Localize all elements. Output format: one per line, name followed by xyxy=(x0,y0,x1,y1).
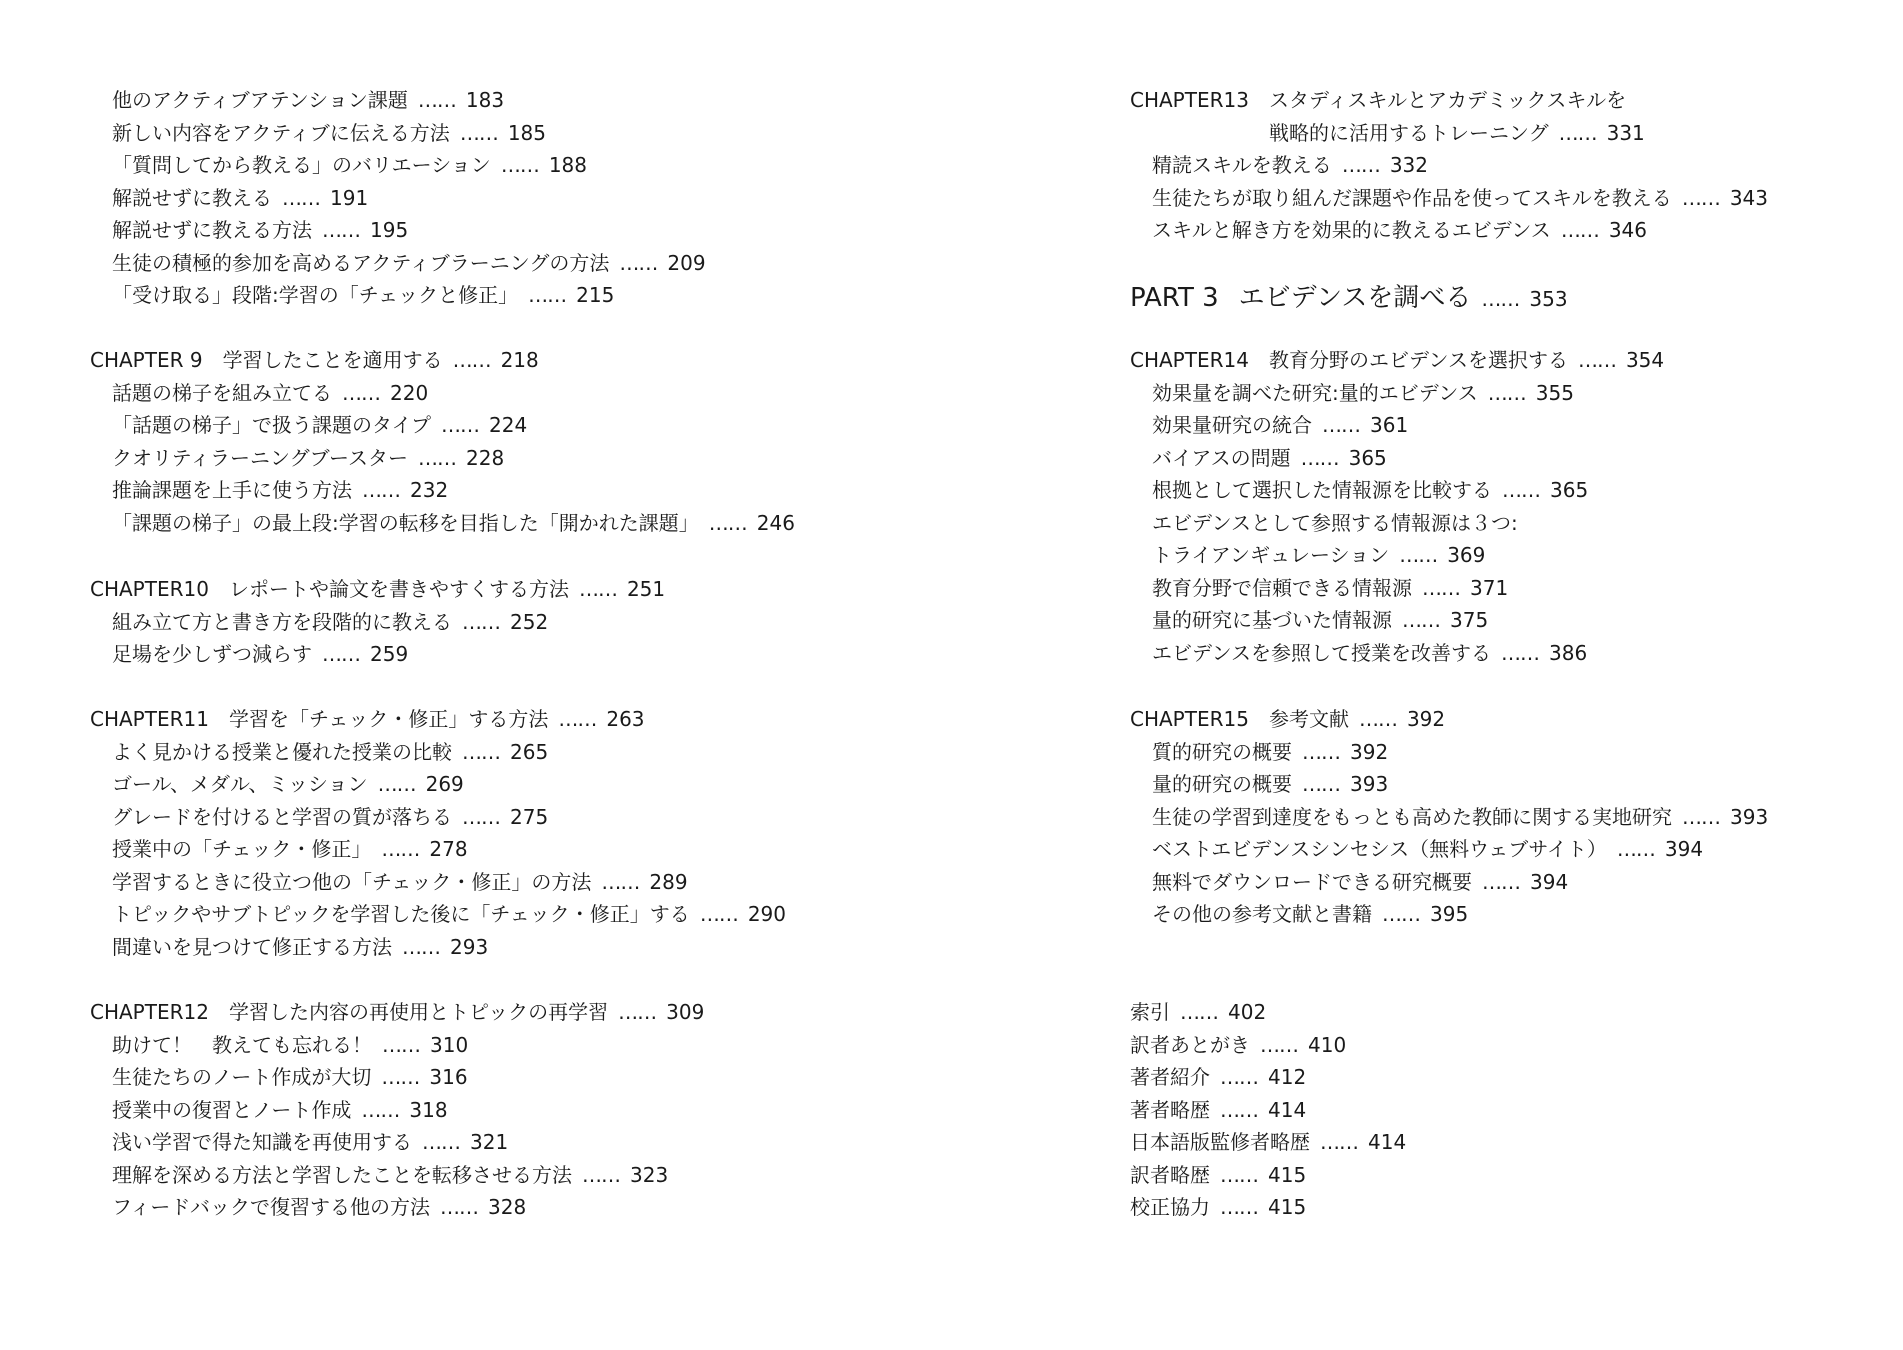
chapter-heading: CHAPTER 9 学習したことを適用する …… 218 xyxy=(90,348,539,372)
toc-item: 組み立て方と書き方を段階的に教える …… 252 xyxy=(112,609,549,634)
toc-item: 間違いを見つけて修正する方法 …… 293 xyxy=(112,934,489,959)
toc-item: 訳者あとがき …… 410 xyxy=(1130,1032,1347,1057)
toc-back-matter xyxy=(1040,996,1406,1224)
toc-item: 推論課題を上手に使う方法 …… 232 xyxy=(112,478,449,502)
toc-item: その他の参考文献と書籍 …… 395 xyxy=(1152,902,1469,926)
chapter-heading-continued: 戦略的に活用するトレーニング …… 331 xyxy=(1269,120,1645,145)
toc-item: 生徒たちのノート作成が大切 …… 316 xyxy=(112,1065,468,1089)
toc-chapter-13 xyxy=(1040,84,1768,247)
chapter-heading: CHAPTER14 教育分野のエビデンスを選択する …… 354 xyxy=(1130,348,1665,372)
toc-item: 授業中の復習とノート作成 …… 318 xyxy=(112,1097,448,1122)
toc-item: 量的研究に基づいた情報源 …… 375 xyxy=(1152,608,1489,632)
toc-item: 解説せずに教える …… 191 xyxy=(112,185,369,210)
toc-chapter-10 xyxy=(0,573,665,671)
toc-item: 浅い学習で得た知識を再使用する …… 321 xyxy=(112,1130,509,1154)
toc-item: 効果量研究の統合 …… 361 xyxy=(1152,413,1409,437)
toc-item: 理解を深める方法と学習したことを転移させる方法 …… 323 xyxy=(112,1162,669,1187)
toc-item: 日本語版監修者略歴 …… 414 xyxy=(1130,1130,1407,1154)
toc-item: 「質問してから教える」のバリエーション …… 188 xyxy=(112,153,587,177)
toc-chapter-11 xyxy=(0,703,786,963)
chapter-heading: CHAPTER11 学習を「チェック・修正」する方法 …… 263 xyxy=(90,707,645,731)
toc-item: 授業中の「チェック・修正」 …… 278 xyxy=(112,837,468,861)
toc-item: 学習するときに役立つ他の「チェック・修正」の方法 …… 289 xyxy=(112,869,688,894)
chapter-heading: CHAPTER10 レポートや論文を書きやすくする方法 …… 251 xyxy=(90,577,666,601)
toc-item: 助けて！ 教えても忘れる！ …… 310 xyxy=(112,1032,469,1057)
toc-item: 精読スキルを教える …… 332 xyxy=(1152,153,1428,177)
toc-item: 足場を少しずつ減らす …… 259 xyxy=(112,642,409,666)
toc-item: エビデンスを参照して授業を改善する …… 386 xyxy=(1152,640,1588,665)
toc-item: クオリティラーニングブースター …… 228 xyxy=(112,445,505,470)
toc-item: スキルと解き方を効果的に教えるエビデンス …… 346 xyxy=(1152,218,1647,242)
toc-chapter-12 xyxy=(0,996,704,1224)
toc-item: よく見かける授業と優れた授業の比較 …… 265 xyxy=(112,739,549,764)
toc-item: フィードバックで復習する他の方法 …… 328 xyxy=(112,1195,527,1219)
toc-item: 教育分野で信頼できる情報源 …… 371 xyxy=(1152,575,1509,600)
toc-item: トピックやサブトピックを学習した後に「チェック・修正」する …… 290 xyxy=(112,902,786,926)
toc-item: グレードを付けると学習の質が落ちる …… 275 xyxy=(112,804,549,829)
toc-item: 生徒の学習到達度をもっとも高めた教師に関する実地研究 …… 393 xyxy=(1152,804,1769,829)
toc-item: 効果量を調べた研究:量的エビデンス …… 355 xyxy=(1152,380,1574,405)
toc-item: 無料でダウンロードできる研究概要 …… 394 xyxy=(1152,869,1569,894)
part-heading: PART 3 エビデンスを調べる …… 353 xyxy=(1130,283,1568,313)
toc-item: 他のアクティブアテンション課題 …… 183 xyxy=(112,88,505,112)
toc-chapter-14 xyxy=(1040,344,1664,669)
toc-item: 量的研究の概要 …… 393 xyxy=(1152,772,1389,796)
toc-item: 著者紹介 …… 412 xyxy=(1130,1065,1307,1089)
toc-item: 解説せずに教える方法 …… 195 xyxy=(112,218,409,242)
toc-item: ベストエビデンスシンセシス（無料ウェブサイト） …… 394 xyxy=(1152,837,1704,861)
toc-item: 「受け取る」段階:学習の「チェックと修正」 …… 215 xyxy=(112,283,615,307)
toc-item: 「課題の梯子」の最上段:学習の転移を目指した「開かれた課題」 …… 246 xyxy=(112,510,795,535)
toc-item: 新しい内容をアクティブに伝える方法 …… 185 xyxy=(112,120,546,145)
toc-item: 校正協力 …… 415 xyxy=(1130,1195,1307,1219)
chapter-heading: CHAPTER15 参考文献 …… 392 xyxy=(1130,707,1446,731)
toc-item: バイアスの問題 …… 365 xyxy=(1152,445,1387,470)
chapter-heading: CHAPTER13 スタディスキルとアカデミックスキルを xyxy=(1130,88,1627,112)
toc-item: 生徒たちが取り組んだ課題や作品を使ってスキルを教える …… 343 xyxy=(1152,185,1768,210)
toc-item: 話題の梯子を組み立てる …… 220 xyxy=(112,380,429,405)
toc-item: 生徒の積極的参加を高めるアクティブラーニングの方法 …… 209 xyxy=(112,250,706,275)
toc-chapter-9 xyxy=(0,344,795,539)
toc-item: エビデンスとして参照する情報源は３つ: xyxy=(1152,510,1518,535)
toc-chapter-15 xyxy=(1040,703,1768,931)
toc-part-3 xyxy=(1040,278,1568,318)
toc-item: 根拠として選択した情報源を比較する …… 365 xyxy=(1152,478,1589,502)
toc-section-continued xyxy=(0,84,706,312)
toc-item: 質的研究の概要 …… 392 xyxy=(1152,739,1389,764)
toc-item: 著者略歴 …… 414 xyxy=(1130,1097,1307,1122)
toc-item: 「話題の梯子」で扱う課題のタイプ …… 224 xyxy=(112,413,528,437)
toc-item: 索引 …… 402 xyxy=(1130,1000,1267,1024)
toc-item: トライアンギュレーション …… 369 xyxy=(1152,543,1486,567)
toc-item: ゴール、メダル、ミッション …… 269 xyxy=(112,772,464,796)
toc-item: 訳者略歴 …… 415 xyxy=(1130,1162,1307,1187)
chapter-heading: CHAPTER12 学習した内容の再使用とトピックの再学習 …… 309 xyxy=(90,1000,705,1024)
